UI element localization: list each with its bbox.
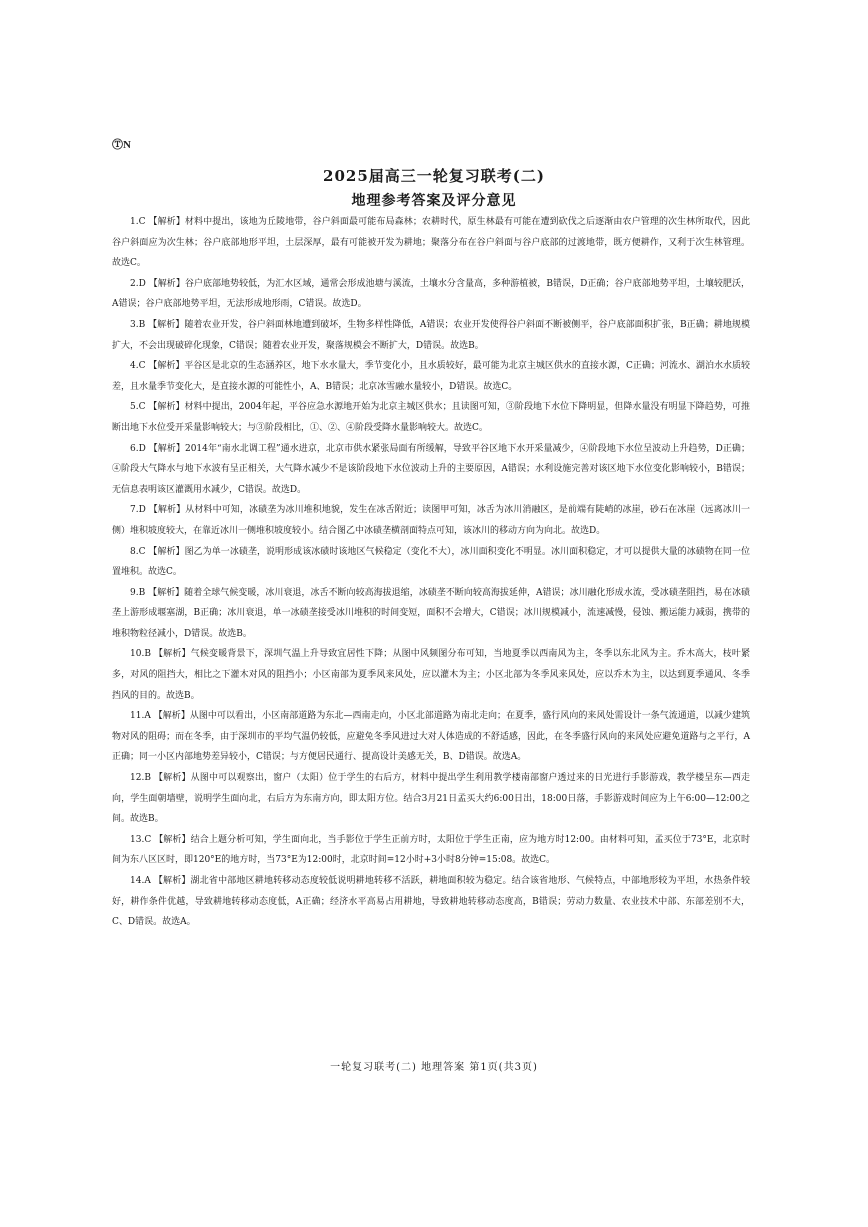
answer-number: 4.C: [130, 361, 146, 372]
answer-number: 6.D: [130, 443, 146, 454]
answer-number: 8.C: [130, 546, 146, 557]
answer-item-6: [112, 439, 750, 501]
answer-text: 【解析】材料中提出，2004年起，平谷应急水源地开始为北京主城区供水；且读图可知，③阶段地下水位下降明显，但降水量没有明显下降趋势，可推断出地下水位受开采量影响较大；与③阶段相比，①、②、④阶段受降水量影响较大。故选C。: [112, 402, 750, 433]
answer-number: 9.B: [130, 587, 146, 598]
answer-text: 【解析】结合上题分析可知，学生面向北，当手影位于学生正前方时，太阳位于学生正南，应为地方时12:00。由材料可知，孟买位于73°E，北京时间为东八区区时，即120°E的地方时，当73°E为12:00时，北京时间=12小时+3小时8分钟=15:08。故选C。: [112, 834, 750, 866]
answer-text: 【解析】从图中可以观察出，窗户（太阳）位于学生的右后方，材料中提出学生利用教学楼南部窗户透过来的日光进行手影游戏，教学楼呈东—西走向，学生面朝墙壁，说明学生面向北，右后方为东南方向，即太阳方位。结合3月21日孟买大约6:00日出，18:00日落，手影游戏时间应为上午6:00—12:00之间。故选B。: [112, 773, 750, 825]
answer-number: 12.B: [130, 773, 151, 784]
answer-text: 【解析】气候变暖背景下，深圳气温上升导致宜居性下降；从图中风频图分布可知，当地夏季以西南风为主，冬季以东北风为主。乔木高大，枝叶紧多，对风的阻挡大，相比之下灌木对风的阻挡小；小区南部为夏季风来风处，应以灌木为主；小区北部为冬季风来风处，应以乔木为主，以达到夏季通风、冬季挡风的目的。故选B。: [112, 649, 750, 701]
answer-text: 【解析】从图中可以看出，小区南部道路为东北—西南走向，小区北部道路为南北走向；在夏季，盛行风向的来风处需设计一条气流通道，以减少建筑物对风的阻碍；而在冬季，由于深圳市的平均气温仍较低，应避免冬季风进过大对人体造成的不舒适感，因此，在冬季盛行风向的来风处应避免道路与之平行，A正确；同一小区内部地势差异较小，C错误；与方便居民通行、提高设计美感无关，B、D错误。故选A。: [112, 711, 750, 763]
answer-item-7: [112, 500, 750, 541]
answer-text: 【解析】随着全球气候变暖，冰川衰退，冰舌不断向较高海拔退缩，冰碛垄不断向较高海拔延伸，A错误；冰川融化形成水流，受冰碛垄阻挡，易在冰碛垄上游形成堰塞湖，B正确；冰川衰退，单一冰碛垄接受冰川堆积的时间变短，面积不会增大，C错误；冰川规模减小，流速减慢，侵蚀、搬运能力减弱，携带的堆积物粒径减小，D错误。故选B。: [112, 587, 750, 639]
answer-number: 11.A: [130, 711, 151, 722]
answer-number: 3.B: [130, 319, 146, 330]
answer-item-1: [112, 212, 750, 274]
answer-text: 【解析】平谷区是北京的生态涵养区，地下水水量大，季节变化小，且水质较好，最可能为北京主城区供水的直接水源，C正确；河流水、湖泊水水质较差，且水量季节变化大，是直接水源的可能性小，A、B错误；北京冰雪融水量较小，D错误。故选C。: [112, 361, 750, 392]
answer-text: 【解析】2014年“南水北调工程”通水进京，北京市供水紧张局面有所缓解，导致平谷区地下水开采量减少，④阶段地下水位呈波动上升趋势，D正确；④阶段大气降水与地下水波有呈正相关，大气降水减少不是该阶段地下水位波动上升的主要原因，A错误；水利设施完善对该区地下水位变化影响较小，B错误；无信息表明该区灌溉用水减少，C错误。故选D。: [112, 443, 750, 495]
answer-number: 1.C: [130, 217, 146, 227]
exam-title: 2025届高三一轮复习联考(二): [323, 167, 545, 185]
answer-text: 【解析】图乙为单一冰碛垄，说明形成该冰碛时该地区气候稳定（变化不大），冰川面积变化不明显。冰川面积稳定，才可以提供大量的冰碛物在同一位置堆积。故选C。: [112, 546, 750, 578]
answer-item-4: [112, 356, 750, 397]
answer-number: 7.D: [130, 505, 146, 516]
answer-text: 【解析】材料中提出，该地为丘陵地带，谷户斜面最可能布局森林；农耕时代，原生林最有可能在遭到砍伐之后逐渐由农户管理的次生林所取代，因此谷户斜面应为次生林；谷户底部地形平坦，土层深厚，最有可能被开发为耕地；聚落分布在谷户斜面与谷户底部的过渡地带，既方便耕作，又利于次生林管理。故选C。: [112, 217, 750, 269]
answer-text: 【解析】从材料中可知，冰碛垄为冰川堆积地貌，发生在冰舌附近；读图甲可知，冰舌为冰川消融区，是前端有陡峭的冰崖，砂石在冰崖（远离冰川一侧）堆积坡度较大，在靠近冰川一侧堆积坡度较小。结合图乙中冰碛垄横剖面特点可知，该冰川的移动方向为向北。故选D。: [112, 505, 750, 536]
answer-text: 【解析】谷户底部地势较低，为汇水区域，通常会形成池塘与溪流，土壤水分含量高，多种游植被，B错误，D正确；谷户底部地势平坦，土壤较肥沃，A错误；谷户底部地势平坦，无法形成地形雨，C错误。故选D。: [112, 278, 750, 310]
answer-item-11: [112, 706, 750, 768]
answer-number: 2.D: [130, 278, 146, 289]
answer-key-title: 地理参考答案及评分意见: [351, 193, 517, 209]
publisher-logo: ⓉN: [112, 139, 131, 151]
answer-item-5: [112, 397, 750, 438]
page-footer: 一轮复习联考(二) 地理答案 第1页(共3页): [330, 1062, 538, 1073]
answer-number: 10.B: [130, 649, 151, 660]
answer-item-3: [112, 315, 750, 356]
answer-item-8: [112, 542, 750, 583]
answer-item-12: [112, 768, 750, 830]
answer-text: 【解析】湖北省中部地区耕地转移动态度较低说明耕地转移不活跃，耕地面积较为稳定。结合该省地形、气候特点，中部地形较为平坦，水热条件较好，耕作条件优越，导致耕地转移动态度低，A正确；经济水平高易占用耕地，导致耕地转移动态度高，B错误；劳动力数量、农业技术中部、东部差别不大，C、D错误。故选A。: [112, 876, 750, 928]
answer-item-14: [112, 871, 750, 933]
answer-item-9: [112, 583, 750, 645]
answer-number: 13.C: [130, 834, 152, 845]
answer-item-13: [112, 830, 750, 871]
answer-text: 【解析】随着农业开发，谷户斜面林地遭到破坏，生物多样性降低，A错误；农业开发使得谷户斜面不断被侧平，谷户底部面积扩张，B正确；耕地规模扩大，不会出现破碎化现象，C错误；随着农业开发，聚落规模会不断扩大，D错误。故选B。: [112, 319, 750, 351]
answer-list: [112, 212, 750, 933]
answer-item-2: [112, 274, 750, 315]
answer-number: 5.C: [130, 402, 146, 413]
answer-item-10: [112, 644, 750, 706]
answer-number: 14.A: [130, 876, 151, 886]
